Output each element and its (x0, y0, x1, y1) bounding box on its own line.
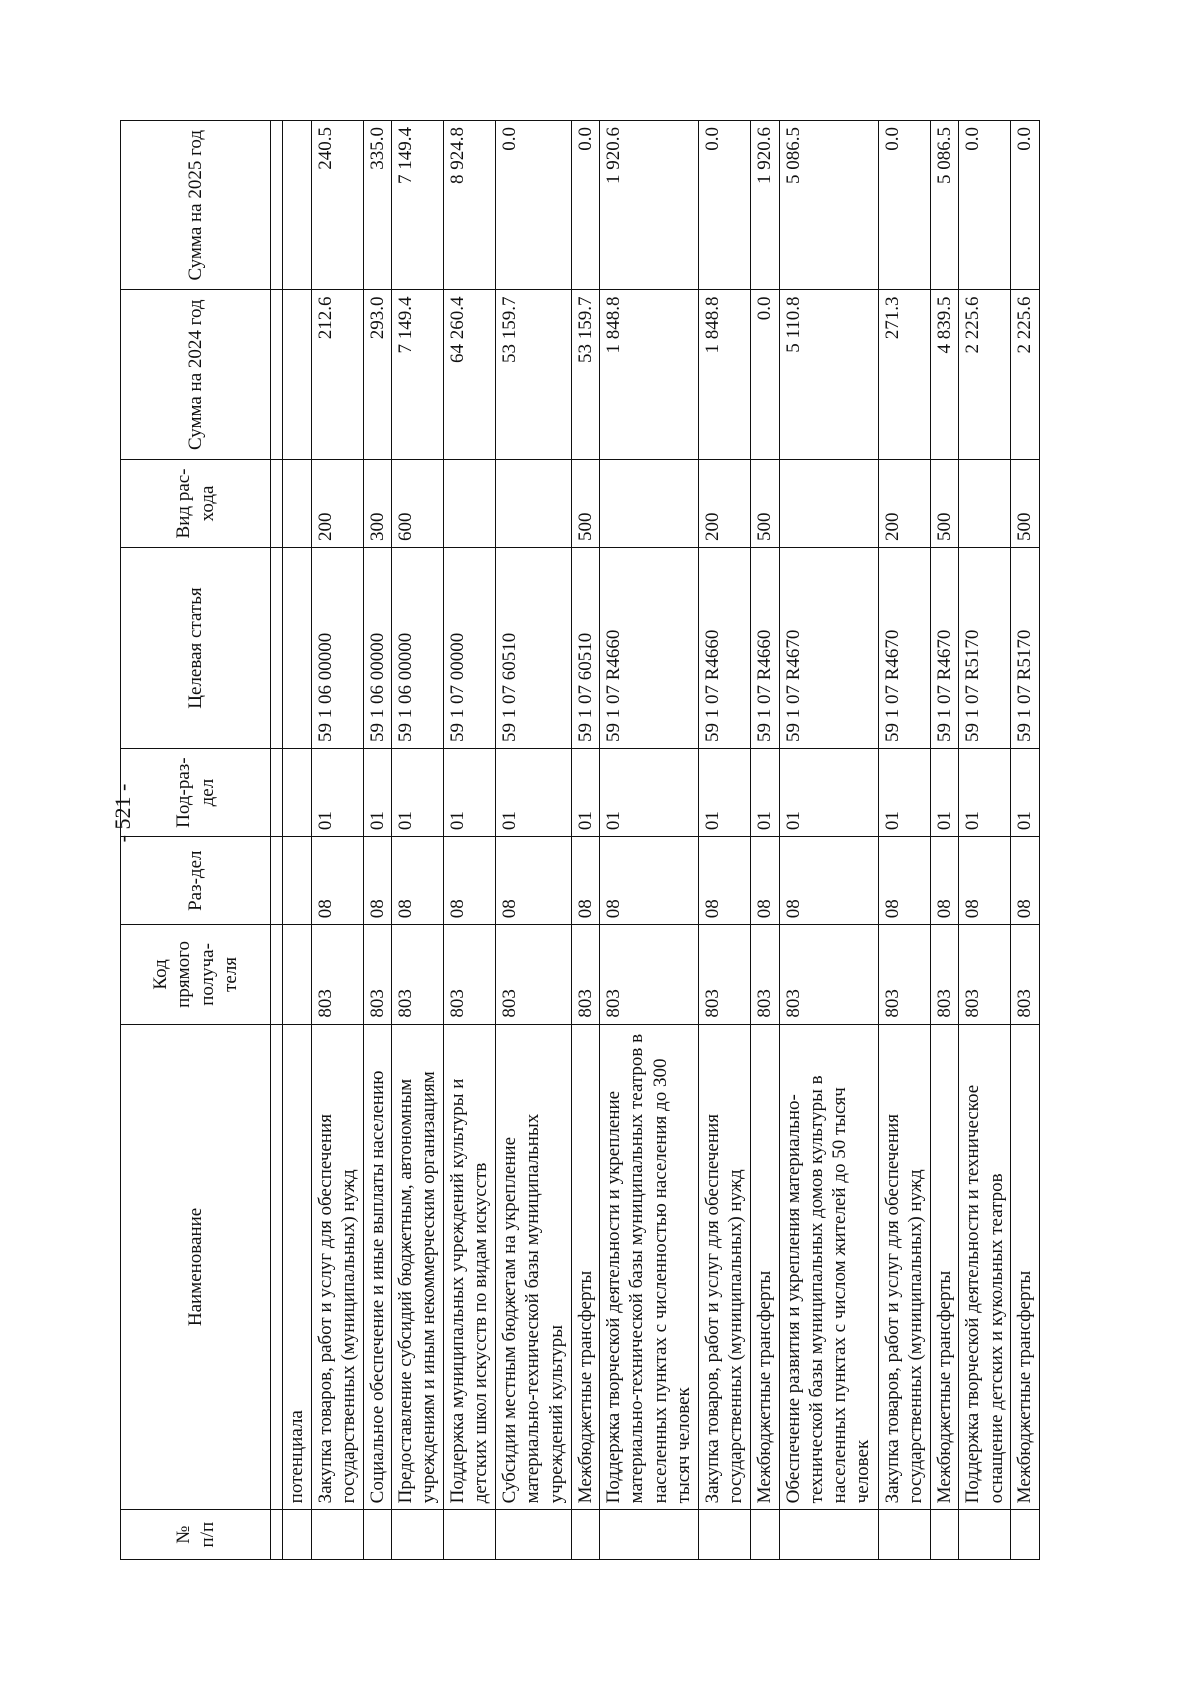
cell-name: Субсидии местным бюджетам на укрепление материально-технической базы муниципальных учреждений культуры (496, 1024, 572, 1510)
cell-podrazdel (283, 749, 312, 837)
cell-sum2025: 0.0 (1011, 121, 1040, 290)
cell-vid (779, 459, 878, 547)
cell-podrazdel: 01 (392, 749, 444, 837)
cell-name: Межбюджетные трансферты (571, 1024, 600, 1510)
cell-sum2025: 0.0 (878, 121, 930, 290)
cell-sum2024: 1 848.8 (600, 290, 699, 459)
cell-name: Межбюджетные трансферты (751, 1024, 780, 1510)
cell-razdel: 08 (363, 837, 392, 925)
cell-no (959, 1510, 1011, 1560)
cell-sum2025 (271, 121, 283, 290)
cell-code: 803 (1011, 925, 1040, 1024)
cell-tselevaya (271, 548, 283, 749)
cell-sum2025 (283, 121, 312, 290)
cell-podrazdel: 01 (496, 749, 572, 837)
cell-podrazdel: 01 (1011, 749, 1040, 837)
cell-no (930, 1510, 959, 1560)
table-row (283, 121, 312, 1560)
header-sum2025: Сумма на 2025 год (121, 121, 271, 290)
cell-code: 803 (930, 925, 959, 1024)
cell-code: 803 (878, 925, 930, 1024)
cell-tselevaya: 59 1 07 R4660 (600, 548, 699, 749)
table-row (1011, 121, 1040, 1560)
cell-code (271, 925, 283, 1024)
table-row (751, 121, 780, 1560)
cell-sum2024: 271.3 (878, 290, 930, 459)
cell-name: Закупка товаров, работ и услуг для обеспечения государственных (муниципальных) нужд (878, 1024, 930, 1510)
cell-vid (496, 459, 572, 547)
cell-name: Поддержка творческой деятельности и укрепление материально-технической базы муниципальных театров в населенных пунктах с численностью населения до 300 тысяч человек (600, 1024, 699, 1510)
cell-tselevaya: 59 1 07 R5170 (1011, 548, 1040, 749)
header-podrazdel: Под-раз-дел (121, 749, 271, 837)
cell-vid: 500 (930, 459, 959, 547)
cell-no (271, 1510, 283, 1560)
cell-podrazdel: 01 (930, 749, 959, 837)
cell-razdel: 08 (930, 837, 959, 925)
page-number: - 521 - (110, 783, 135, 843)
cell-sum2024: 53 159.7 (571, 290, 600, 459)
cell-no (283, 1510, 312, 1560)
cell-podrazdel: 01 (571, 749, 600, 837)
cell-vid (271, 459, 283, 547)
cell-name: потенциала (283, 1024, 312, 1510)
table-row (271, 121, 283, 1560)
header-vid: Вид рас-хода (121, 459, 271, 547)
cell-vid (444, 459, 496, 547)
table-row (779, 121, 878, 1560)
cell-sum2025: 5 086.5 (930, 121, 959, 290)
cell-podrazdel: 01 (699, 749, 751, 837)
cell-sum2025: 0.0 (699, 121, 751, 290)
table-row (930, 121, 959, 1560)
cell-podrazdel: 01 (363, 749, 392, 837)
cell-sum2025: 240.5 (311, 121, 363, 290)
cell-tselevaya: 59 1 07 R4670 (779, 548, 878, 749)
cell-razdel: 08 (699, 837, 751, 925)
cell-sum2024: 53 159.7 (496, 290, 572, 459)
cell-tselevaya: 59 1 06 00000 (363, 548, 392, 749)
cell-podrazdel: 01 (959, 749, 1011, 837)
cell-vid (600, 459, 699, 547)
cell-razdel: 08 (959, 837, 1011, 925)
cell-code (283, 925, 312, 1024)
cell-sum2025: 1 920.6 (600, 121, 699, 290)
cell-no (1011, 1510, 1040, 1560)
cell-code: 803 (496, 925, 572, 1024)
cell-vid: 500 (751, 459, 780, 547)
table-body (271, 121, 1040, 1560)
cell-code: 803 (363, 925, 392, 1024)
cell-sum2024: 64 260.4 (444, 290, 496, 459)
cell-razdel (271, 837, 283, 925)
cell-tselevaya: 59 1 07 00000 (444, 548, 496, 749)
cell-vid: 500 (1011, 459, 1040, 547)
cell-name: Предоставление субсидий бюджетным, автономным учреждениям и иным некоммерческим организациям (392, 1024, 444, 1510)
cell-sum2024: 212.6 (311, 290, 363, 459)
cell-tselevaya: 59 1 06 00000 (311, 548, 363, 749)
budget-table (120, 120, 1040, 1560)
cell-code: 803 (959, 925, 1011, 1024)
cell-sum2025: 335.0 (363, 121, 392, 290)
cell-razdel: 08 (392, 837, 444, 925)
cell-vid (283, 459, 312, 547)
cell-no (496, 1510, 572, 1560)
table-row (878, 121, 930, 1560)
cell-name: Поддержка муниципальных учреждений культуры и детских школ искусств по видам искусств (444, 1024, 496, 1510)
cell-name: Закупка товаров, работ и услуг для обеспечения государственных (муниципальных) нужд (311, 1024, 363, 1510)
cell-vid: 200 (311, 459, 363, 547)
cell-tselevaya: 59 1 07 R4670 (930, 548, 959, 749)
cell-tselevaya: 59 1 07 R4670 (878, 548, 930, 749)
cell-razdel: 08 (751, 837, 780, 925)
cell-name: Межбюджетные трансферты (1011, 1024, 1040, 1510)
cell-no (363, 1510, 392, 1560)
cell-sum2024: 2 225.6 (959, 290, 1011, 459)
header-no: № п/п (121, 1510, 271, 1560)
cell-name: Закупка товаров, работ и услуг для обеспечения государственных (муниципальных) нужд (699, 1024, 751, 1510)
table-row (311, 121, 363, 1560)
cell-vid: 200 (699, 459, 751, 547)
table-row (571, 121, 600, 1560)
cell-vid: 200 (878, 459, 930, 547)
cell-razdel: 08 (779, 837, 878, 925)
cell-razdel: 08 (600, 837, 699, 925)
cell-razdel (283, 837, 312, 925)
cell-tselevaya: 59 1 07 60510 (571, 548, 600, 749)
cell-podrazdel: 01 (600, 749, 699, 837)
cell-sum2024: 2 225.6 (1011, 290, 1040, 459)
cell-podrazdel: 01 (444, 749, 496, 837)
cell-no (600, 1510, 699, 1560)
cell-no (751, 1510, 780, 1560)
cell-podrazdel: 01 (878, 749, 930, 837)
cell-sum2025: 0.0 (496, 121, 572, 290)
header-tselevaya: Целевая статья (121, 548, 271, 749)
header-name: Наименование (121, 1024, 271, 1510)
cell-code: 803 (600, 925, 699, 1024)
cell-tselevaya: 59 1 07 R4660 (699, 548, 751, 749)
cell-podrazdel: 01 (779, 749, 878, 837)
cell-no (779, 1510, 878, 1560)
cell-sum2025: 7 149.4 (392, 121, 444, 290)
cell-sum2024: 1 848.8 (699, 290, 751, 459)
cell-tselevaya: 59 1 06 00000 (392, 548, 444, 749)
cell-no (571, 1510, 600, 1560)
cell-code: 803 (779, 925, 878, 1024)
cell-no (699, 1510, 751, 1560)
cell-no (392, 1510, 444, 1560)
cell-no (311, 1510, 363, 1560)
cell-name (271, 1024, 283, 1510)
table-row (600, 121, 699, 1560)
cell-podrazdel: 01 (751, 749, 780, 837)
cell-sum2024: 4 839.5 (930, 290, 959, 459)
cell-tselevaya (283, 548, 312, 749)
cell-razdel: 08 (496, 837, 572, 925)
cell-code: 803 (311, 925, 363, 1024)
cell-code: 803 (444, 925, 496, 1024)
cell-podrazdel: 01 (311, 749, 363, 837)
cell-name: Социальное обеспечение и иные выплаты населению (363, 1024, 392, 1510)
cell-code: 803 (751, 925, 780, 1024)
cell-tselevaya: 59 1 07 60510 (496, 548, 572, 749)
cell-sum2025: 8 924.8 (444, 121, 496, 290)
header-razdel: Раз-дел (121, 837, 271, 925)
cell-sum2024: 7 149.4 (392, 290, 444, 459)
cell-razdel: 08 (571, 837, 600, 925)
cell-name: Поддержка творческой деятельности и техническое оснащение детских и кукольных театров (959, 1024, 1011, 1510)
rotated-table-container (120, 120, 1040, 1560)
cell-sum2025: 5 086.5 (779, 121, 878, 290)
cell-sum2024 (283, 290, 312, 459)
cell-code: 803 (699, 925, 751, 1024)
cell-sum2024: 5 110.8 (779, 290, 878, 459)
cell-tselevaya: 59 1 07 R4660 (751, 548, 780, 749)
cell-name: Межбюджетные трансферты (930, 1024, 959, 1510)
cell-sum2024: 0.0 (751, 290, 780, 459)
cell-vid: 600 (392, 459, 444, 547)
cell-razdel: 08 (878, 837, 930, 925)
table-header-row (121, 121, 271, 1560)
table-row (959, 121, 1011, 1560)
cell-razdel: 08 (311, 837, 363, 925)
cell-no (444, 1510, 496, 1560)
header-sum2024: Сумма на 2024 год (121, 290, 271, 459)
cell-sum2025: 0.0 (959, 121, 1011, 290)
cell-no (878, 1510, 930, 1560)
table-row (363, 121, 392, 1560)
table-row (496, 121, 572, 1560)
table-row (392, 121, 444, 1560)
cell-vid (959, 459, 1011, 547)
cell-name: Обеспечение развития и укрепления материально-технической базы муниципальных домов культуры в населенных пунктах с числом жителей до 50 тысяч человек (779, 1024, 878, 1510)
cell-code: 803 (571, 925, 600, 1024)
cell-razdel: 08 (1011, 837, 1040, 925)
cell-razdel: 08 (444, 837, 496, 925)
header-code: Код прямого получа-теля (121, 925, 271, 1024)
cell-vid: 300 (363, 459, 392, 547)
cell-podrazdel (271, 749, 283, 837)
cell-vid: 500 (571, 459, 600, 547)
cell-sum2024 (271, 290, 283, 459)
cell-sum2025: 1 920.6 (751, 121, 780, 290)
table-row (444, 121, 496, 1560)
cell-code: 803 (392, 925, 444, 1024)
cell-tselevaya: 59 1 07 R5170 (959, 548, 1011, 749)
table-row (699, 121, 751, 1560)
cell-sum2024: 293.0 (363, 290, 392, 459)
cell-sum2025: 0.0 (571, 121, 600, 290)
